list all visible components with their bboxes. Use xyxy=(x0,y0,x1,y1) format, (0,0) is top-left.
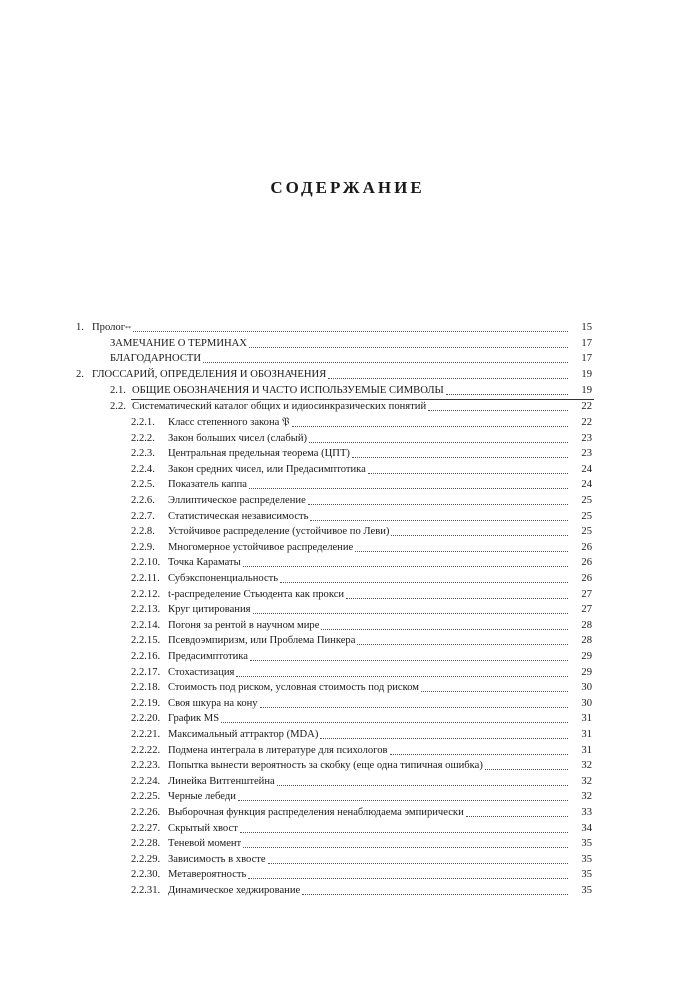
toc-page-number: 31 xyxy=(581,744,592,756)
toc-entry-label: Псевдоэмпиризм, или Проблема Пинкера xyxy=(168,635,356,647)
dot-leader xyxy=(421,682,568,692)
toc-entry[interactable] xyxy=(131,759,592,773)
toc-page-number: 26 xyxy=(581,557,592,569)
toc-page-number: 33 xyxy=(581,807,592,818)
dot-leader xyxy=(302,885,568,895)
toc-entry[interactable] xyxy=(131,806,592,820)
dot-leader xyxy=(249,338,568,348)
dot-leader xyxy=(260,698,568,708)
toc-entry[interactable] xyxy=(131,775,592,789)
toc-page-number: 28 xyxy=(581,635,592,647)
toc-entry[interactable] xyxy=(110,400,592,414)
toc-entry-label: ОБЩИЕ ОБОЗНАЧЕНИЯ И ЧАСТО ИСПОЛЬЗУЕМЫЕ СИМВОЛЫ xyxy=(132,385,444,396)
toc-entry-number: 2.2.29. xyxy=(131,853,161,865)
toc-entry-label: Погоня за рентой в научном мире xyxy=(168,619,320,631)
toc-page-number: 31 xyxy=(581,729,592,740)
toc-entry-number: 2.2.2. xyxy=(131,432,155,444)
dot-leader xyxy=(446,385,568,395)
toc-entry-number: 2. xyxy=(76,369,84,380)
toc-entry-label: Динамическое хеджирование xyxy=(168,885,301,896)
toc-entry-number: 2.2.6. xyxy=(131,495,155,506)
dot-leader xyxy=(368,464,568,474)
toc-page-number: 25 xyxy=(581,526,592,538)
toc-entry[interactable] xyxy=(131,853,592,867)
toc-page-number: 17 xyxy=(581,338,592,349)
toc-page-number: 34 xyxy=(581,822,592,834)
toc-entry-label: Эллиптическое распределение xyxy=(168,495,306,506)
dot-leader xyxy=(238,791,568,801)
dot-leader xyxy=(485,760,568,770)
toc-entry[interactable] xyxy=(131,634,592,648)
toc-entry-number: 2.2.14. xyxy=(131,619,161,631)
toc-entry-number: 2.2.4. xyxy=(131,463,155,475)
dot-leader xyxy=(321,620,568,630)
toc-entry[interactable] xyxy=(131,432,592,446)
dot-leader xyxy=(280,573,568,583)
toc-page-number: 24 xyxy=(581,479,592,491)
dot-leader xyxy=(466,807,568,817)
toc-entry[interactable] xyxy=(131,822,592,836)
footnote-marker: ** xyxy=(125,326,132,332)
toc-entry[interactable] xyxy=(131,650,592,664)
dot-leader xyxy=(250,651,568,661)
toc-entry-label: t-распределение Стьюдента как прокси xyxy=(168,588,345,600)
toc-entry-number: 2.2.24. xyxy=(131,775,161,787)
toc-entry-label: Попытка вынести вероятность за скобку (еще одна типичная ошибка) xyxy=(168,760,483,772)
toc-entry-label: Теневой момент xyxy=(168,838,242,850)
toc-page-number: 27 xyxy=(581,588,592,600)
toc-entry-label: Статистическая независимость xyxy=(168,510,309,522)
toc-entry-label: Закон больших чисел (слабый) xyxy=(168,432,308,444)
toc-entry-number: 2.2. xyxy=(110,401,126,412)
toc-page-number: 22 xyxy=(581,417,592,428)
toc-page-number: 32 xyxy=(581,775,592,787)
dot-leader xyxy=(428,401,568,411)
toc-page-number: 22 xyxy=(581,401,592,412)
toc-entry[interactable] xyxy=(131,603,592,617)
toc-entry[interactable] xyxy=(131,494,592,508)
toc-entry[interactable] xyxy=(131,837,592,851)
toc-entry[interactable] xyxy=(131,478,592,492)
dot-leader xyxy=(243,557,568,567)
toc-entry-number: 2.2.13. xyxy=(131,604,161,616)
toc-entry[interactable] xyxy=(131,790,592,804)
dot-leader xyxy=(390,745,568,755)
toc-entry-label: Класс степенного закона 𝔓 xyxy=(168,417,290,428)
dot-leader xyxy=(320,729,568,739)
toc-entry-number: 2.2.15. xyxy=(131,635,161,647)
dot-leader xyxy=(240,823,568,833)
toc-entry-number: 2.2.20. xyxy=(131,713,161,725)
dot-leader xyxy=(243,838,568,848)
toc-entry[interactable] xyxy=(131,416,592,430)
dot-leader xyxy=(310,511,568,521)
toc-entry[interactable] xyxy=(76,321,592,335)
dot-leader xyxy=(268,854,568,864)
toc-entry-label: ГЛОССАРИЙ, ОПРЕДЕЛЕНИЯ И ОБОЗНАЧЕНИЯ xyxy=(92,369,327,380)
toc-entry-number: 2.1. xyxy=(110,385,126,396)
toc-entry-label: Субэкспоненциальность xyxy=(168,573,279,584)
page-title: СОДЕРЖАНИЕ xyxy=(270,178,425,197)
dot-leader xyxy=(308,495,568,505)
toc-entry-number: 2.2.26. xyxy=(131,807,161,818)
toc-entry-label: Устойчивое распределение (устойчивое по Леви) xyxy=(168,526,390,538)
toc-entry[interactable] xyxy=(131,868,592,882)
toc-page-number: 30 xyxy=(581,682,592,694)
toc-entry[interactable] xyxy=(110,337,592,351)
toc-entry-number: 2.2.27. xyxy=(131,822,161,834)
toc-page-number: 35 xyxy=(581,853,592,865)
dot-leader xyxy=(292,417,568,427)
toc-page-number: 23 xyxy=(581,432,592,444)
toc-entry-number: 2.2.11. xyxy=(131,573,160,584)
toc-entry-number: 2.2.1. xyxy=(131,417,155,428)
toc-entry-number: 2.2.3. xyxy=(131,448,155,460)
toc-entry[interactable] xyxy=(131,463,592,477)
toc-entry-label: Центральная предельная теорема (ЦПТ) xyxy=(168,448,350,460)
toc-entry-label: Зависимость в хвосте xyxy=(168,853,266,865)
toc-entry-number: 2.2.25. xyxy=(131,791,161,803)
toc-entry-label: Показатель каппа xyxy=(168,479,247,491)
toc-entry[interactable] xyxy=(131,666,592,680)
dot-leader xyxy=(236,667,568,677)
toc-page-number: 32 xyxy=(581,760,592,772)
toc-entry-label: Выборочная функция распределения ненаблюдаема эмпирически xyxy=(168,807,464,818)
toc-entry-label: Линейка Витгенштейна xyxy=(168,775,275,787)
toc-entry-number: 2.2.30. xyxy=(131,869,161,881)
toc-page-number: 26 xyxy=(581,541,592,553)
toc-page-number: 25 xyxy=(581,510,592,522)
toc-entry-label: Метавероятность xyxy=(168,869,247,881)
dot-leader xyxy=(346,589,568,599)
toc-entry-number: 2.2.21. xyxy=(131,729,161,740)
toc-entry-number: 2.2.19. xyxy=(131,697,161,709)
dot-leader xyxy=(355,542,568,552)
dot-leader xyxy=(328,369,568,379)
toc-entry-label: График MS xyxy=(168,713,220,725)
dot-leader xyxy=(357,635,568,645)
toc-entry-number: 2.2.7. xyxy=(131,510,155,522)
toc-entry[interactable] xyxy=(131,525,592,539)
toc-entry-label: ЗАМЕЧАНИЕ О ТЕРМИНАХ xyxy=(110,338,247,349)
dot-leader xyxy=(309,433,568,443)
toc-entry[interactable] xyxy=(131,884,592,898)
dot-leader xyxy=(248,869,568,879)
toc-page-number: 15 xyxy=(581,322,592,333)
toc-entry[interactable] xyxy=(131,681,592,695)
toc-entry-label: Точка Караматы xyxy=(168,557,241,569)
toc-entry-number: 2.2.18. xyxy=(131,682,161,694)
toc-page-number: 28 xyxy=(581,619,592,631)
toc-entry-label: Многомерное устойчивое распределение xyxy=(168,541,354,553)
toc-page-number: 35 xyxy=(581,885,592,896)
toc-entry-number: 2.2.28. xyxy=(131,838,161,850)
toc-entry[interactable] xyxy=(110,352,592,366)
toc-entry[interactable] xyxy=(131,556,592,570)
toc-entry-label: БЛАГОДАРНОСТИ xyxy=(110,353,202,364)
dot-leader xyxy=(203,353,568,363)
toc-page-number: 17 xyxy=(581,353,592,364)
dot-leader xyxy=(352,448,568,458)
toc-entry[interactable] xyxy=(131,447,592,461)
toc-entry[interactable] xyxy=(131,510,592,524)
toc-page-number: 35 xyxy=(581,869,592,881)
toc-entry-label: Стохастизация xyxy=(168,666,235,678)
toc-entry-number: 2.2.8. xyxy=(131,526,155,538)
toc-page-number: 30 xyxy=(581,697,592,709)
toc-entry-number: 2.2.12. xyxy=(131,588,161,600)
toc-page-number: 29 xyxy=(581,651,592,662)
toc-page-number: 26 xyxy=(581,573,592,584)
toc-page-number: 19 xyxy=(581,369,592,380)
toc-entry-label: Подмена интеграла в литературе для психологов xyxy=(168,744,388,756)
toc-page-number: 31 xyxy=(581,713,592,725)
toc-entry-number: 2.2.5. xyxy=(131,479,155,491)
toc-entry-label: Круг цитирования xyxy=(168,604,251,616)
dot-leader xyxy=(253,604,568,614)
toc-page-number: 25 xyxy=(581,495,592,506)
dot-leader xyxy=(391,526,568,536)
toc-entry[interactable] xyxy=(131,588,592,602)
toc-entry-number: 2.2.16. xyxy=(131,651,161,662)
toc-page-number: 23 xyxy=(581,448,592,460)
toc-entry-number: 2.2.31. xyxy=(131,885,161,896)
dot-leader xyxy=(133,322,568,332)
toc-entry-number: 2.2.10. xyxy=(131,557,161,569)
toc-entry[interactable] xyxy=(131,541,592,555)
toc-page-number: 24 xyxy=(581,463,592,475)
toc-entry-label: Скрытый хвост xyxy=(168,822,238,834)
toc-entry-label: Стоимость под риском, условная стоимость под риском xyxy=(168,682,420,694)
toc-page-number: 27 xyxy=(581,604,592,616)
dot-leader xyxy=(249,479,568,489)
toc-entry[interactable] xyxy=(131,619,592,633)
toc-entry-label: Черные лебеди xyxy=(168,791,236,803)
toc-entry-number: 2.2.22. xyxy=(131,744,161,756)
toc-entry-label: Предасимптотика xyxy=(168,651,248,662)
toc-entry-number: 2.2.9. xyxy=(131,541,155,553)
toc-entry-label: Своя шкура на кону xyxy=(168,697,258,709)
toc-page-number: 32 xyxy=(581,791,592,803)
toc-entry[interactable] xyxy=(131,728,592,742)
toc-entry-number: 1. xyxy=(76,322,84,333)
toc-entry-number: 2.2.17. xyxy=(131,666,161,678)
toc-entry[interactable] xyxy=(131,572,592,586)
toc-page-number: 29 xyxy=(581,666,592,678)
toc-entry-number: 2.2.23. xyxy=(131,760,161,772)
toc-entry[interactable] xyxy=(131,697,592,711)
dot-leader xyxy=(277,776,568,786)
toc-entry[interactable] xyxy=(131,712,592,726)
dot-leader xyxy=(221,713,568,723)
toc-page-number: 35 xyxy=(581,838,592,850)
toc-entry[interactable] xyxy=(110,384,592,398)
toc-entry-label: Систематический каталог общих и идиосинкразических понятий xyxy=(132,401,427,412)
toc-entry-label: Максимальный аттрактор (MDA) xyxy=(168,729,319,740)
toc-entry[interactable] xyxy=(131,744,592,758)
toc-entry-label: Закон средних чисел, или Предасимптотика xyxy=(168,463,366,475)
toc-entry-label: Пролог xyxy=(92,322,126,333)
toc-page-number: 19 xyxy=(581,385,592,396)
toc-entry[interactable] xyxy=(76,368,592,382)
